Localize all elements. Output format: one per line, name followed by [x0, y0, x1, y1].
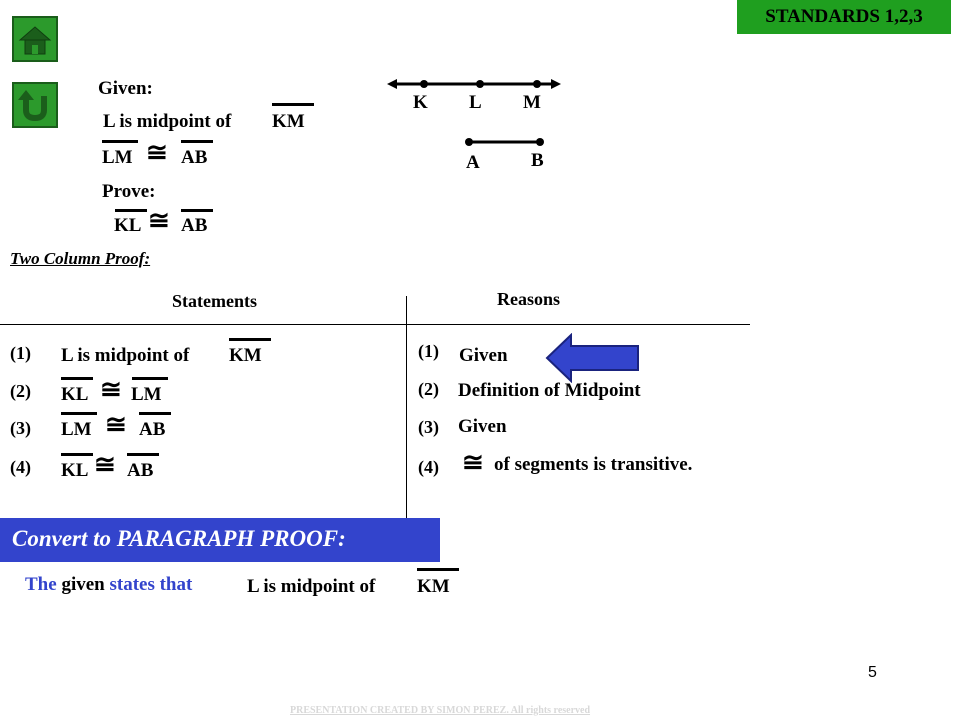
given-seg-lm: LM — [102, 147, 133, 168]
row2-reason: Definition of Midpoint — [458, 380, 641, 401]
table-column-divider — [406, 296, 407, 520]
row1-reason: Given — [459, 345, 508, 366]
row4-seg-ab: AB — [127, 460, 154, 481]
congruent-symbol: ≅ — [148, 206, 170, 235]
given-line1-text: L is midpoint of — [103, 111, 232, 132]
statements-header: Statements — [172, 291, 257, 311]
row4-number: (4) — [10, 457, 31, 477]
proof-title: Two Column Proof: — [10, 249, 151, 268]
congruent-symbol: ≅ — [100, 375, 122, 404]
overline-km — [272, 103, 314, 106]
paragraph-sentence-lead — [25, 574, 192, 596]
label-b: B — [531, 150, 544, 171]
paragraph-seg-km: KM — [417, 576, 450, 597]
overline-lm — [102, 140, 138, 143]
row2-seg-kl: KL — [61, 384, 89, 405]
home-icon — [14, 18, 56, 60]
row2-number: (2) — [10, 381, 31, 401]
congruent-symbol: ≅ — [146, 138, 168, 167]
given-seg-ab: AB — [181, 147, 208, 168]
overline-kl — [61, 453, 93, 456]
footer-credit-link[interactable]: PRESENTATION CREATED BY SIMON PEREZ. All rights reserved — [290, 705, 591, 716]
row1-number: (1) — [10, 343, 31, 363]
point-k — [420, 80, 428, 88]
row1-seg-km: KM — [229, 345, 262, 366]
overline-ab — [181, 140, 213, 143]
left-arrow-icon — [545, 333, 641, 383]
reasons-header: Reasons — [497, 289, 561, 309]
given-heading: Given: — [98, 78, 153, 99]
row3-reason: Given — [458, 416, 507, 437]
overline-ab — [139, 412, 171, 415]
return-arrow-icon — [14, 84, 56, 126]
prove-heading: Prove: — [102, 181, 156, 202]
congruent-symbol: ≅ — [94, 450, 116, 479]
row2-seg-lm: LM — [131, 384, 162, 405]
row3-seg-lm: LM — [61, 419, 92, 440]
row2-reason-number: (2) — [418, 379, 439, 399]
prove-seg-kl: KL — [114, 215, 142, 236]
line-arrow-right — [551, 79, 561, 89]
standards-badge: STANDARDS 1,2,3 — [737, 0, 951, 34]
overline-km — [417, 568, 459, 571]
line-arrow-left — [387, 79, 397, 89]
prove-seg-ab: AB — [181, 215, 208, 236]
convert-banner-text: Convert to PARAGRAPH PROOF: — [12, 526, 346, 551]
overline-ab — [127, 453, 159, 456]
point-m — [533, 80, 541, 88]
label-k: K — [413, 92, 428, 113]
given-seg-km: KM — [272, 111, 305, 132]
paragraph-sentence-text: L is midpoint of — [247, 576, 376, 597]
row3-reason-number: (3) — [418, 417, 439, 437]
table-header-rule — [0, 324, 750, 325]
home-button[interactable] — [12, 16, 58, 62]
sentence-word-the: The — [25, 574, 57, 595]
overline-kl — [115, 209, 147, 212]
row3-number: (3) — [10, 418, 31, 438]
row1-statement: L is midpoint of — [61, 345, 190, 366]
label-a: A — [466, 152, 480, 173]
label-m: M — [523, 92, 541, 113]
row3-seg-ab: AB — [139, 419, 166, 440]
overline-ab — [181, 209, 213, 212]
label-l: L — [469, 92, 482, 113]
overline-km — [229, 338, 271, 341]
row4-reason: of segments is transitive. — [494, 454, 693, 475]
point-l — [476, 80, 484, 88]
point-a — [465, 138, 473, 146]
congruent-symbol: ≅ — [105, 410, 127, 439]
return-button[interactable] — [12, 82, 58, 128]
sentence-word-given: given — [61, 574, 105, 595]
overline-lm — [61, 412, 97, 415]
page-number: 5 — [868, 664, 877, 681]
overline-lm — [132, 377, 168, 380]
row1-reason-number: (1) — [418, 341, 439, 361]
row4-seg-kl: KL — [61, 460, 89, 481]
sentence-word-states-that: states that — [109, 574, 193, 595]
overline-kl — [61, 377, 93, 380]
congruent-symbol: ≅ — [462, 448, 484, 477]
row4-reason-number: (4) — [418, 457, 439, 477]
point-b — [536, 138, 544, 146]
